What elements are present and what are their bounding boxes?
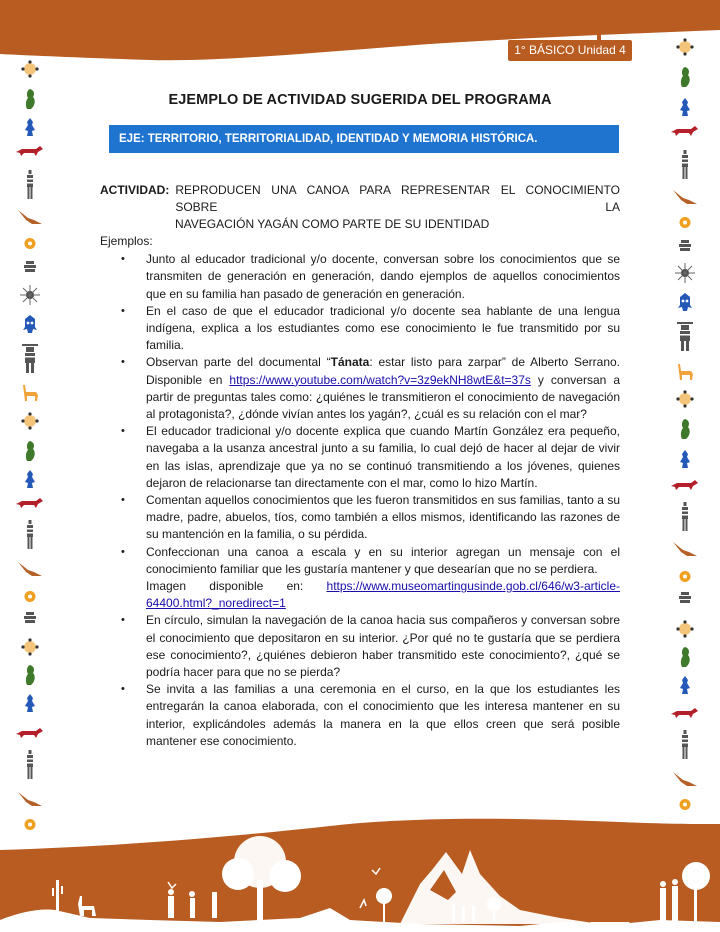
- hat-person-icon: [22, 344, 38, 374]
- unit-badge: 1° BÁSICO Unidad 4: [508, 40, 632, 61]
- left-decoration-column: [0, 0, 60, 932]
- clay-pot-icon: [24, 612, 36, 624]
- bullet-icon: •: [121, 253, 125, 266]
- examples-list: [100, 251, 620, 750]
- red-fox-icon: [671, 126, 699, 136]
- list-item: [100, 251, 620, 303]
- examples-section: [100, 233, 620, 750]
- examples-label: Ejemplos:: [100, 234, 153, 248]
- red-fox-icon: [16, 728, 44, 738]
- frog-icon: [23, 664, 37, 686]
- sun-face-icon: [21, 60, 39, 78]
- sun-face-icon: [676, 38, 694, 56]
- bullet-icon: •: [121, 494, 125, 507]
- bullet-icon: •: [121, 356, 125, 369]
- image-source-line: [146, 578, 620, 595]
- orange-flower-icon: [679, 570, 692, 583]
- list-item: [100, 423, 620, 492]
- red-fox-icon: [671, 480, 699, 490]
- sun-face-icon: [676, 390, 694, 408]
- blue-figure-icon: [24, 694, 36, 712]
- footer-landscape-illustration: [0, 800, 720, 932]
- sun-face-icon: [21, 638, 39, 656]
- striped-person-icon: [680, 150, 690, 180]
- right-decoration-column: [655, 0, 715, 932]
- bullet-icon: •: [121, 683, 125, 696]
- item-text: Confeccionan una canoa a escala y en su interior agregan un mensaje con el conocimiento familiar que les gustaría mantener y que desearían que no se perdiera.: [146, 544, 620, 576]
- youtube-link[interactable]: https://www.youtube.com/watch?v=3z9ekNH8wtE&t=37s: [229, 372, 531, 387]
- list-item: [100, 612, 620, 681]
- condor-icon: [673, 542, 697, 558]
- hat-person-icon: [677, 322, 693, 352]
- llama-icon: [676, 364, 694, 380]
- activity-heading: [100, 182, 620, 233]
- condor-icon: [18, 210, 42, 226]
- activity-text-line2: NAVEGACIÓN YAGÁN COMO PARTE DE SU IDENTIDAD: [175, 217, 490, 231]
- red-fox-icon: [16, 146, 44, 156]
- orange-flower-icon: [24, 237, 37, 250]
- blue-figure-icon: [679, 450, 691, 468]
- list-item: [100, 681, 620, 750]
- frog-icon: [678, 418, 692, 440]
- item-text-post: y conversan a partir de preguntas tales como: ¿quiénes le transmitieron el conocimiento de navegación al protagonista?, ¿dónde vivían antes los yagán?, ¿cuál es su relación con el mar?: [146, 372, 620, 422]
- orange-flower-icon: [679, 216, 692, 229]
- blue-mask-icon: [678, 293, 692, 311]
- item-text: Se invita a las familias a una ceremonia en el curso, en la que los estudiantes les entregarán la canoa elaborada, con el conocimiento que les interesa mantener en su interior, explicándoles además la manera en la que ellos creen que será posible mantener ese conocimiento.: [146, 682, 620, 748]
- striped-person-icon: [680, 502, 690, 532]
- item-text: Junto al educador tradicional y/o docente, conversan sobre los conocimientos que se transmiten de generación en generación, dando ejemplos de aquellos conocimientos que en su familia han pasado de generación en generación.: [146, 252, 620, 301]
- blue-mask-icon: [23, 315, 37, 333]
- documentary-title: Tánata: [330, 355, 370, 370]
- striped-person-icon: [680, 730, 690, 760]
- striped-person-icon: [25, 520, 35, 550]
- page-title: EJEMPLO DE ACTIVIDAD SUGERIDA DEL PROGRAMA: [168, 92, 552, 108]
- sun-face-icon: [676, 620, 694, 638]
- red-fox-icon: [671, 708, 699, 718]
- blue-figure-icon: [24, 470, 36, 488]
- item-text-pre: Observan parte del documental “: [146, 355, 331, 370]
- clay-pot-icon: [679, 240, 691, 252]
- striped-person-icon: [25, 170, 35, 200]
- item-text-mid: : estar listo para zarpar” de Alberto Serrano. Disponible en: [146, 355, 621, 387]
- eje-banner: EJE: TERRITORIO, TERRITORIALIDAD, IDENTIDAD Y MEMORIA HISTÓRICA.: [109, 125, 619, 153]
- museum-link-continued[interactable]: 64400.html?_noredirect=1: [146, 596, 286, 611]
- image-label-word: en:: [286, 579, 304, 594]
- llama-icon: [21, 385, 39, 401]
- sun-face-icon: [21, 412, 39, 430]
- condor-icon: [673, 772, 697, 788]
- item-text: En círculo, simulan la navegación de la canoa hacia sus compañeros y conversan sobre el conocimiento que depositaron en su interior. ¿Por qué no te gustaría que se perdiera ese conocimiento?, ¿quiénes debieron haber transmitido este conocimiento?, ¿qué se podría hacer para que no se pierda?: [146, 613, 620, 680]
- item-text: El educador tradicional y/o docente explica que cuando Martín González era pequeño, navegaba a la usanza ancestral junto a su familia, lo cual dejó de hacer al dejar de vivir en las islas, aprendizaje que ya no se continuó transmitiendo a los jóvenes, quienes dejaron de relacionarse tan directamente con el mar, como lo hizo Martín.: [146, 424, 620, 490]
- frog-icon: [678, 66, 692, 88]
- list-item: [100, 544, 620, 613]
- sun-rays-icon: [20, 285, 40, 305]
- clay-pot-icon: [679, 592, 691, 604]
- list-item: [100, 492, 620, 544]
- bullet-icon: •: [121, 614, 125, 627]
- blue-figure-icon: [679, 676, 691, 694]
- bullet-icon: •: [121, 545, 125, 558]
- sun-rays-icon: [675, 263, 695, 283]
- activity-label: ACTIVIDAD:: [100, 183, 170, 197]
- frog-icon: [23, 88, 37, 110]
- red-fox-icon: [16, 498, 44, 508]
- list-item: [100, 303, 620, 355]
- item-text: Comentan aquellos conocimientos que les fueron transmitidos en sus familias, tanto a su madre, padre, abuelos, tíos, como también a ellos mismos, identificando las razones de su mantención en la familia, o su pérdida.: [146, 493, 620, 542]
- frog-icon: [23, 440, 37, 462]
- striped-person-icon: [25, 750, 35, 780]
- orange-flower-icon: [24, 590, 37, 603]
- museum-link[interactable]: https://www.museomartingusinde.gob.cl/646/w3-article-: [326, 579, 620, 594]
- activity-text-line1: REPRODUCEN UNA CANOA PARA REPRESENTAR EL CONOCIMIENTO SOBRE LA: [175, 183, 620, 214]
- clay-pot-icon: [24, 261, 36, 273]
- image-label-word: disponible: [209, 579, 264, 594]
- condor-icon: [673, 190, 697, 206]
- blue-figure-icon: [679, 98, 691, 116]
- image-label-word: Imagen: [146, 579, 187, 594]
- item-text: En el caso de que el educador tradicional y/o docente sea hablante de una lengua indígena, explica a los estudiantes como ese conocimiento le fue transmitido por su familia.: [146, 303, 620, 353]
- condor-icon: [18, 562, 42, 578]
- bullet-icon: •: [121, 425, 125, 438]
- blue-figure-icon: [24, 118, 36, 136]
- list-item: [100, 354, 620, 423]
- bullet-icon: •: [121, 304, 125, 317]
- frog-icon: [678, 646, 692, 668]
